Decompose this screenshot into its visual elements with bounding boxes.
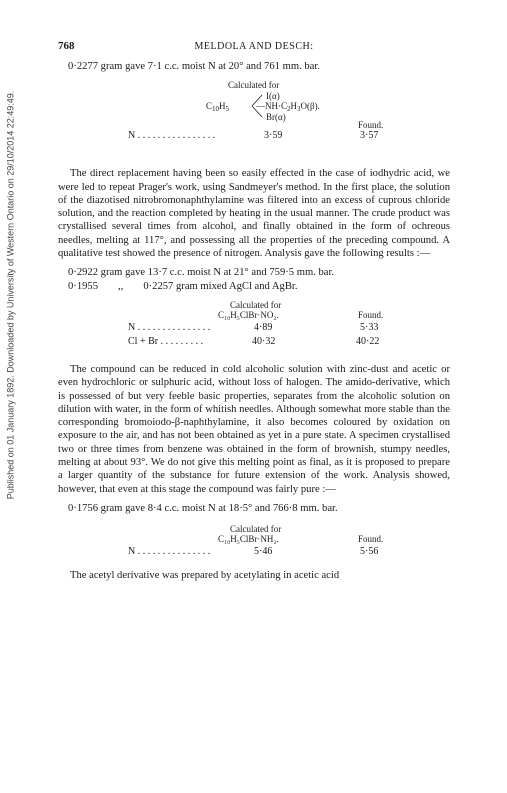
table2-row-1-label: N . . . . . . . . . . . . . . .: [128, 321, 211, 333]
table3-calc-label: Calculated for: [230, 524, 282, 535]
table3-row-label: N . . . . . . . . . . . . . . .: [128, 546, 211, 558]
table1-found-value: 3·57: [360, 130, 379, 142]
running-head: MELDOLA AND DESCH:: [194, 41, 314, 52]
table2-calc-label: Calculated for: [230, 299, 282, 310]
table1-calc-label: Calculated for: [228, 80, 280, 91]
table2-row-1-calc: 4·89: [254, 321, 273, 333]
analysis-2-weight: 0·1955: [68, 280, 99, 292]
table1-formula: [206, 100, 229, 116]
table3-calc-value: 5·46: [254, 546, 273, 558]
table3-found-label: Found.: [358, 534, 384, 545]
table1-formula-h: H: [219, 101, 226, 112]
analysis-table-1: [58, 79, 450, 159]
paragraph-2: The compound can be reduced in cold alcoholic solution with zinc-dust and acetic or even hydrochloric or sulphuric acid, without loss of halogen. The amido-derivative, which is possessed of but very feeble basic properties, separates from the alcoholic solution on dilution with water, in the form of whitish needles. Although somewhat more stable than the corresponding bromoiodo-β-naphthylamine, it also becomes coloured by oxidation on exposure to the air, and has not been obtained as yet in a pure state. A specimen crystallised two or three times from benzene was obtained in the form of brownish, stumpy needles, melting at about 93°. We do not give this melting point as final, as it is proposed to prepare a larger quantity of the substance for future extension of the work. Analysis showed, however, that even at this stage the compound was fairly pure :—: [58, 363, 450, 495]
table2-row-1-found: 5·33: [360, 321, 379, 333]
page-number: 768: [58, 40, 75, 52]
analysis-2-rest: 0·2257 gram mixed AgCl and AgBr.: [143, 280, 298, 292]
table1-formula-c: C: [206, 101, 213, 112]
table1-found-label: Found.: [358, 120, 384, 131]
analysis-2-ditto: ,,: [118, 280, 124, 292]
table1-branch-mid-b: H: [290, 101, 297, 112]
table1-branch-mid-sub2: 3: [297, 105, 301, 114]
table1-branch-mid-c: O(β).: [300, 101, 320, 112]
table2-row-2-calc: 40·32: [252, 335, 276, 347]
table1-calc-value: 3·59: [264, 130, 283, 142]
download-watermark: [2, 60, 18, 530]
table1-branch-top: I(α): [266, 91, 280, 102]
page-header: [58, 40, 450, 58]
table2-found-label: Found.: [358, 309, 384, 320]
table1-formula-sub2: 5: [225, 105, 230, 114]
table1-formula-sub1: 10: [212, 105, 220, 114]
analysis-2-line-1: 0·2922 gram gave 13·7 c.c. moist N at 21° and 759·5 mm. bar.: [68, 267, 335, 279]
download-watermark-text: Published on 01 January 1892. Downloaded by University of Western Ontario on 29/10/2014 22:49:49.: [5, 90, 16, 500]
paragraph-3: The acetyl derivative was prepared by acetylating in acetic acid: [70, 570, 340, 582]
table1-branch-bot: Br(α): [266, 112, 286, 123]
paragraph-1: The direct replacement having been so easily effected in the case of iodhydric acid, we were led to repeat Prager's work, using Sandmeyer's method. In the first place, the solution of the diazotised nitrobromonaphthylamine was filtered into an excess of cuprous chloride solution, and the reaction completed by heating in the usual manner. The crude product was crystallised several times from alcohol, and finally obtained in the form of ochreous needles, melting at 117°, and possessing all the properties of the preceding compound. A qualitative test showed the presence of nitrogen. Analysis gave the following results :—: [58, 168, 450, 260]
page-body: [58, 40, 450, 589]
table2-row-2-label: Cl + Br . . . . . . . . .: [128, 335, 204, 347]
analysis-3: 0·1756 gram gave 8·4 c.c. moist N at 18·5° and 766·8 mm. bar.: [68, 502, 338, 514]
table1-branch-mid-sub1: 2: [287, 105, 291, 114]
table3-formula: C₁₀H₅ClBr·NH₂.: [218, 534, 279, 545]
analysis-2-line-2: [68, 280, 450, 293]
table2-row-2-found: 40·22: [356, 335, 380, 347]
table1-branch-mid-a: —NH·C: [256, 101, 287, 112]
table2-formula: C₁₀H₅ClBr·NO₂.: [218, 309, 279, 320]
analysis-1: 0·2277 gram gave 7·1 c.c. moist N at 20° and 761 mm. bar.: [68, 61, 320, 72]
analysis-table-2: [58, 299, 450, 355]
analysis-table-3: [58, 523, 450, 563]
table1-row-label: N . . . . . . . . . . . . . . . .: [128, 130, 216, 142]
table3-found-value: 5·56: [360, 546, 379, 558]
